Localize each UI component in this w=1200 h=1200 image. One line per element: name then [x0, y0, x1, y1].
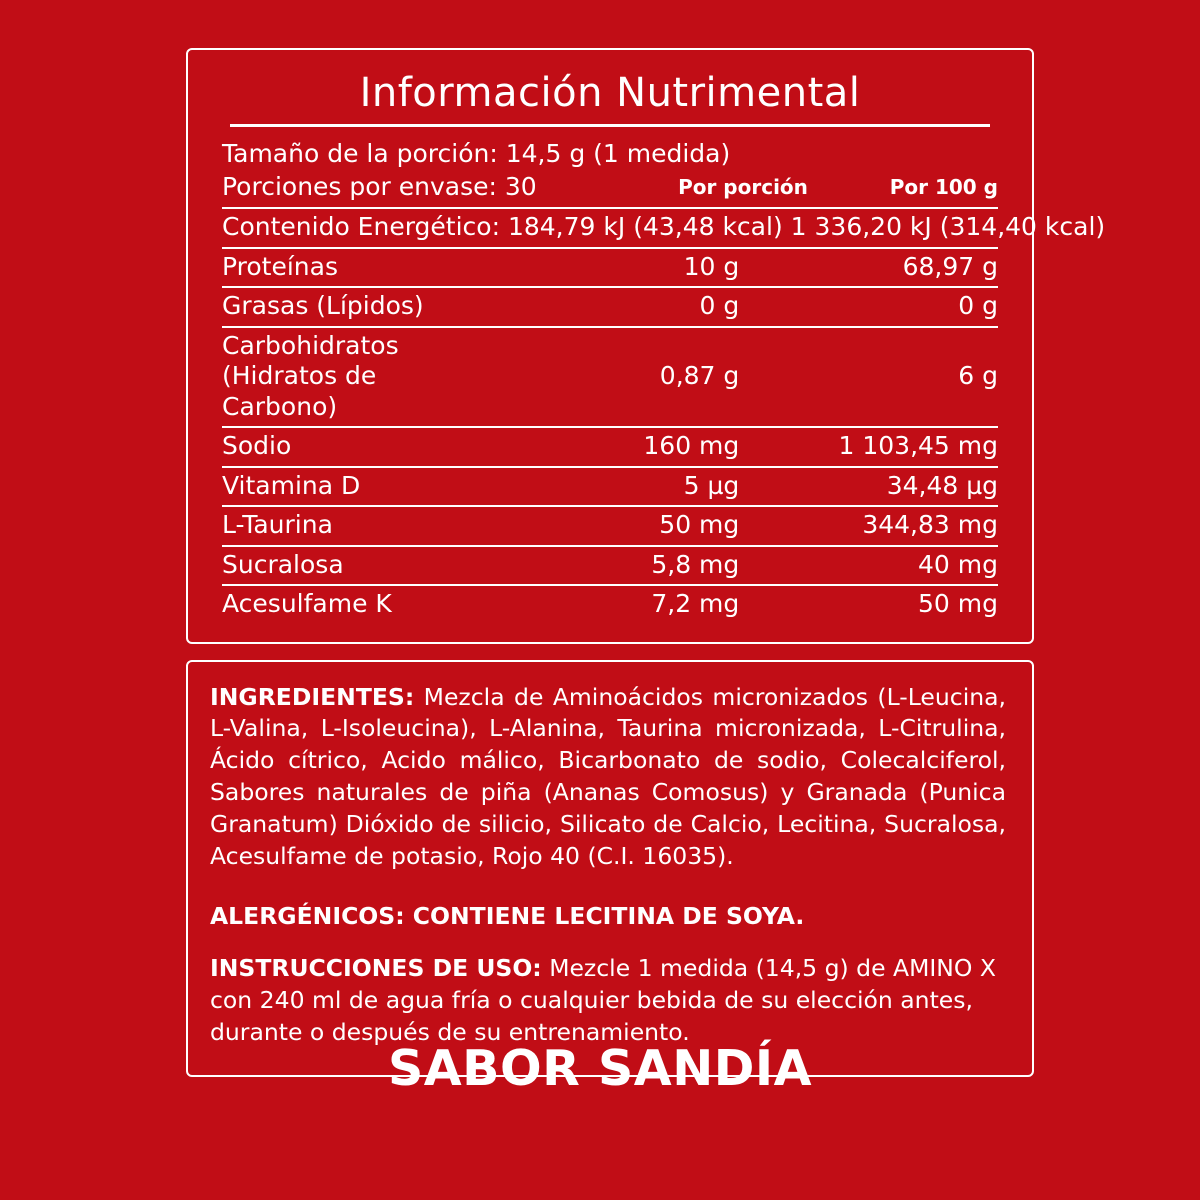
instructions-heading: INSTRUCCIONES DE USO:: [210, 954, 542, 983]
ingredients-panel: [186, 660, 1034, 1078]
nutrient-per-serving: 160 mg: [481, 427, 740, 467]
nutrient-name: Carbohidratos (Hidratos de Carbono): [222, 327, 481, 428]
nutrient-per-100g: 34,48 µg: [739, 467, 998, 507]
nutrient-per-100g: 68,97 g: [739, 248, 998, 288]
table-row: [222, 327, 998, 428]
table-row: [222, 506, 998, 546]
nutrient-per-100g: 1 103,45 mg: [739, 427, 998, 467]
nutrient-per-serving: 7,2 mg: [481, 585, 740, 624]
column-header-per-serving: Por porción: [678, 175, 808, 199]
table-row: [222, 427, 998, 467]
nutrient-per-serving: 10 g: [481, 248, 740, 288]
flavor-label: SABOR SANDÍA: [387, 1040, 813, 1097]
nutrient-name: Acesulfame K: [222, 585, 481, 624]
nutrient-name: Grasas (Lípidos): [222, 287, 481, 327]
column-header-per-100g: Por 100 g: [889, 175, 998, 199]
nutrient-per-100g: 50 mg: [739, 585, 998, 624]
ingredients-text: Mezcla de Aminoácidos micronizados (L-Leucina, L-Valina, L-Isoleucina), L-Alanina, Taurina micronizada, L-Citrulina, Ácido cítrico, Acido málico, Bicarbonato de sodio, Colecalciferol, Sabores naturales de piña (Ananas Comosus) y Granada (Punica Granatum) Dióxido de silicio, Silicato de Calcio, Lecitina, Sucralosa, Acesulfame de potasio, Rojo 40 (C.I. 16035).: [210, 682, 1006, 871]
ingredients-heading: INGREDIENTES:: [210, 682, 415, 711]
serving-info: [222, 127, 998, 203]
nutrient-per-100g: 0 g: [739, 287, 998, 327]
page-title: Información Nutrimental: [230, 64, 990, 127]
table-row: [222, 585, 998, 624]
nutrient-per-serving: 184,79 kJ (43,48 kcal): [507, 212, 783, 241]
nutrient-per-serving: 50 mg: [481, 506, 740, 546]
table-row: [222, 467, 998, 507]
nutrition-facts-panel: [186, 48, 1106, 644]
nutrition-label: [186, 48, 1106, 1077]
column-headers: [648, 175, 998, 199]
instructions-paragraph: [210, 953, 1006, 1049]
allergens-text: ALERGÉNICOS: CONTIENE LECITINA DE SOYA.: [210, 902, 805, 931]
table-row: [222, 287, 998, 327]
nutrient-energy: [222, 208, 1106, 248]
nutrient-per-serving: 0,87 g: [481, 327, 740, 428]
nutrient-per-100g: 40 mg: [739, 546, 998, 586]
nutrient-per-serving: 0 g: [481, 287, 740, 327]
nutrient-per-serving: 5,8 mg: [481, 546, 740, 586]
servings-per-container: Porciones por envase: 30: [222, 172, 537, 201]
nutrition-table: [222, 207, 1106, 624]
nutrient-name: L-Taurina: [222, 506, 481, 546]
nutrient-name: Sucralosa: [222, 546, 481, 586]
nutrient-per-serving: 5 µg: [481, 467, 740, 507]
table-row: [222, 248, 998, 288]
nutrient-per-100g: 6 g: [739, 327, 998, 428]
nutrient-per-100g: 344,83 mg: [739, 506, 998, 546]
nutrient-name: Vitamina D: [222, 467, 481, 507]
instructions-text: Mezcle 1 medida (14,5 g) de AMINO X con 240 ml de agua fría o cualquier bebida de su elección antes, durante o después de su entrenamiento.: [210, 954, 996, 1047]
table-row: [222, 208, 998, 248]
nutrient-name: Contenido Energético:: [222, 212, 501, 241]
nutrient-per-100g: 1 336,20 kJ (314,40 kcal): [790, 212, 1106, 241]
nutrient-name: Sodio: [222, 427, 481, 467]
ingredients-paragraph: [210, 682, 1006, 874]
serving-size: Tamaño de la porción: 14,5 g (1 medida): [222, 139, 731, 168]
table-row: [222, 546, 998, 586]
nutrient-name: Proteínas: [222, 248, 481, 288]
